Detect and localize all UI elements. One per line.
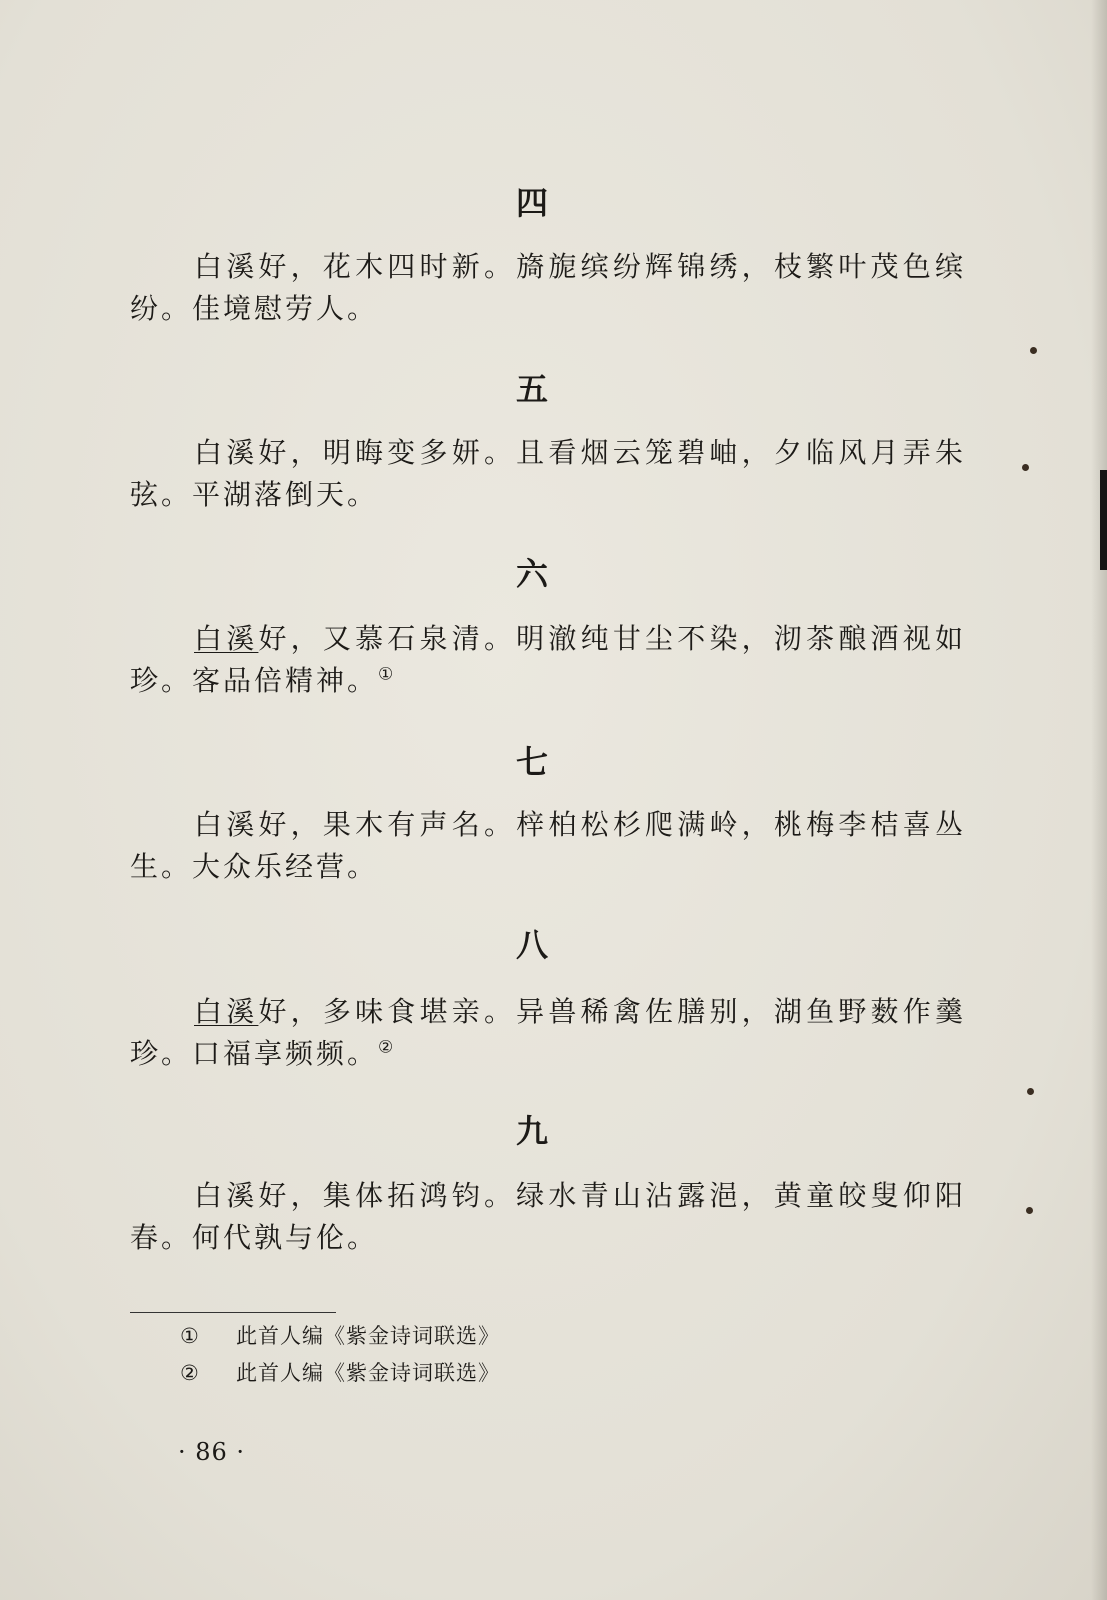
- page-number: · 86 ·: [178, 1438, 246, 1466]
- binding-hole: [1030, 347, 1037, 354]
- footnote-mark: ①: [378, 664, 397, 685]
- footnote-text: 此首人编《紫金诗词联选》: [236, 1361, 500, 1385]
- section-number: 五: [515, 370, 549, 408]
- poem-body: 好，又慕石泉清。明澈纯甘尘不染，沏茶酿酒视如珍。客品倍精神。: [130, 622, 966, 697]
- footnote-number: ①: [180, 1324, 200, 1348]
- footnote-number: ②: [180, 1361, 200, 1385]
- section-number: 六: [515, 555, 549, 593]
- poem-body: 白溪好，明晦变多妍。且看烟云笼碧岫，夕临风月弄朱弦。平湖落倒天。: [130, 436, 966, 511]
- footnote: [180, 1322, 500, 1350]
- poem-body: 好，多味食堪亲。异兽稀禽佐膳别，湖鱼野薮作羹珍。口福享频频。: [130, 995, 966, 1070]
- poem-text: [130, 432, 966, 516]
- section-number: 八: [515, 926, 549, 964]
- footnote-text: 此首人编《紫金诗词联选》: [236, 1324, 500, 1348]
- poem-lead: 白溪: [194, 995, 259, 1028]
- poem-text: [130, 1175, 966, 1259]
- binding-hole: [1022, 464, 1029, 471]
- binding-hole: [1026, 1207, 1033, 1214]
- poem-lead: 白溪: [194, 622, 259, 655]
- poem-text: [130, 246, 966, 330]
- page-edge-shadow: [1091, 0, 1107, 1600]
- poem-body: 白溪好，集体拓鸿钧。绿水青山沾露浥，黄童皎叟仰阳春。何代孰与伦。: [130, 1179, 966, 1254]
- section-number: 七: [515, 743, 549, 781]
- poem-text: [130, 804, 966, 888]
- footnote-mark: ②: [378, 1037, 397, 1058]
- page-edge-tab: [1100, 470, 1107, 570]
- poem-body: 白溪好，果木有声名。梓柏松杉爬满岭，桃梅李桔喜丛生。大众乐经营。: [130, 808, 966, 883]
- footnote: [180, 1359, 500, 1387]
- section-number: 四: [515, 184, 549, 222]
- poem-text: [130, 991, 966, 1075]
- section-number: 九: [515, 1112, 549, 1150]
- poem-text: [130, 618, 966, 702]
- binding-hole: [1027, 1088, 1034, 1095]
- poem-body: 白溪好，花木四时新。旖旎缤纷辉锦绣，枝繁叶茂色缤纷。佳境慰劳人。: [130, 250, 966, 325]
- footnote-divider: [130, 1312, 336, 1313]
